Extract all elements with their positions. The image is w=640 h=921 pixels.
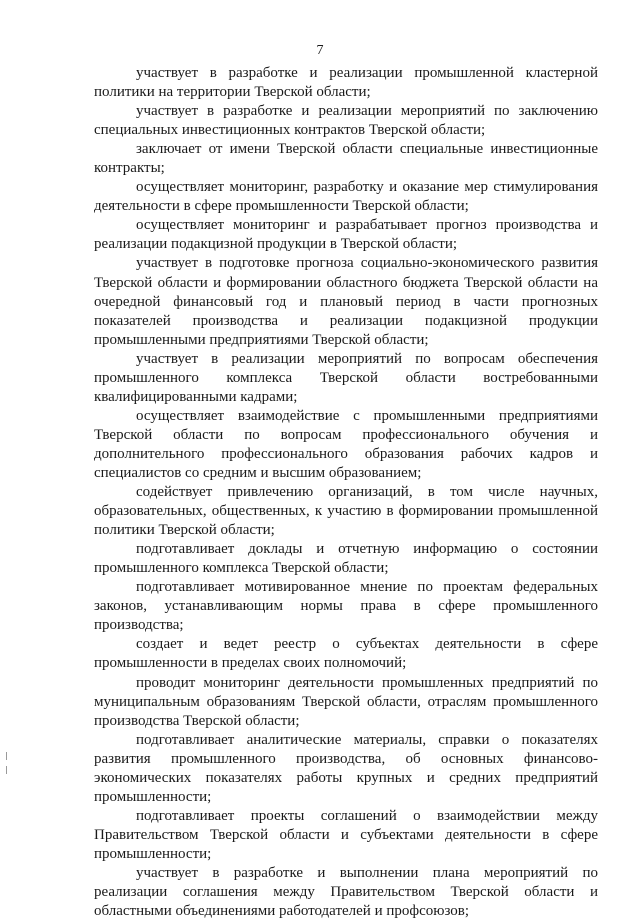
paragraph: подготавливает проекты соглашений о взаимодействии между Правительством Тверской области и субъектами деятельности в сфере промышленности; [94,807,598,862]
paragraph: проводит мониторинг деятельности промышленных предприятий по муниципальным образованиям Тверской области, отраслям промышленного производства Тверской области; [94,674,598,729]
paragraph: содействует привлечению организаций, в том числе научных, образовательных, общественных, к участию в формировании промышленной политики Тверской области; [94,484,598,539]
paragraph: осуществляет взаимодействие с промышленными предприятиями Тверской области по вопросам профессионального обучения и дополнительного профессионального образования рабочих кадров и специалистов со средним и высшим образованием; [94,407,598,481]
paragraph: участвует в разработке и выполнении плана мероприятий по реализации соглашения между Правительством Тверской области и областными объединениями работодателей и профсоюзов; [94,864,598,920]
paragraph: участвует в подготовке прогноза социально-экономического развития Тверской области и формировании областного бюджета Тверской области на очередной финансовый год и плановый период в части прогнозных показателей производства и реализации подакцизной продукции промышленными предприятиями Тверской области; [94,255,598,348]
paragraph: заключает от имени Тверской области специальные инвестиционные контракты; [94,141,598,177]
paragraph: осуществляет мониторинг и разрабатывает прогноз производства и реализации подакцизной продукции в Тверской области; [94,217,598,253]
paragraph: осуществляет мониторинг, разработку и оказание мер стимулирования деятельности в сфере промышленности Тверской области; [94,179,598,215]
paragraph: участвует в реализации мероприятий по вопросам обеспечения промышленного комплекса Тверской области востребованными квалифицированными кадрами; [94,350,598,405]
paragraph: создает и ведет реестр о субъектах деятельности в сфере промышленности в пределах своих полномочий; [94,636,598,672]
paragraph: участвует в разработке и реализации промышленной кластерной политики на территории Тверской области; [94,65,598,101]
page-number: 7 [316,43,324,58]
paragraph: подготавливает доклады и отчетную информацию о состоянии промышленного комплекса Тверской области; [94,541,598,577]
paragraph: подготавливает мотивированное мнение по проектам федеральных законов, устанавливающим нормы права в сфере промышленного производства; [94,579,598,634]
document-body [94,64,598,921]
margin-mark [6,766,7,774]
paragraph: участвует в разработке и реализации мероприятий по заключению специальных инвестиционных контрактов Тверской области; [94,103,598,139]
paragraph: подготавливает аналитические материалы, справки о показателях развития промышленного производства, об основных финансово-экономических показателях работы крупных и средних предприятий промышленности; [94,731,598,805]
margin-mark [6,752,7,760]
